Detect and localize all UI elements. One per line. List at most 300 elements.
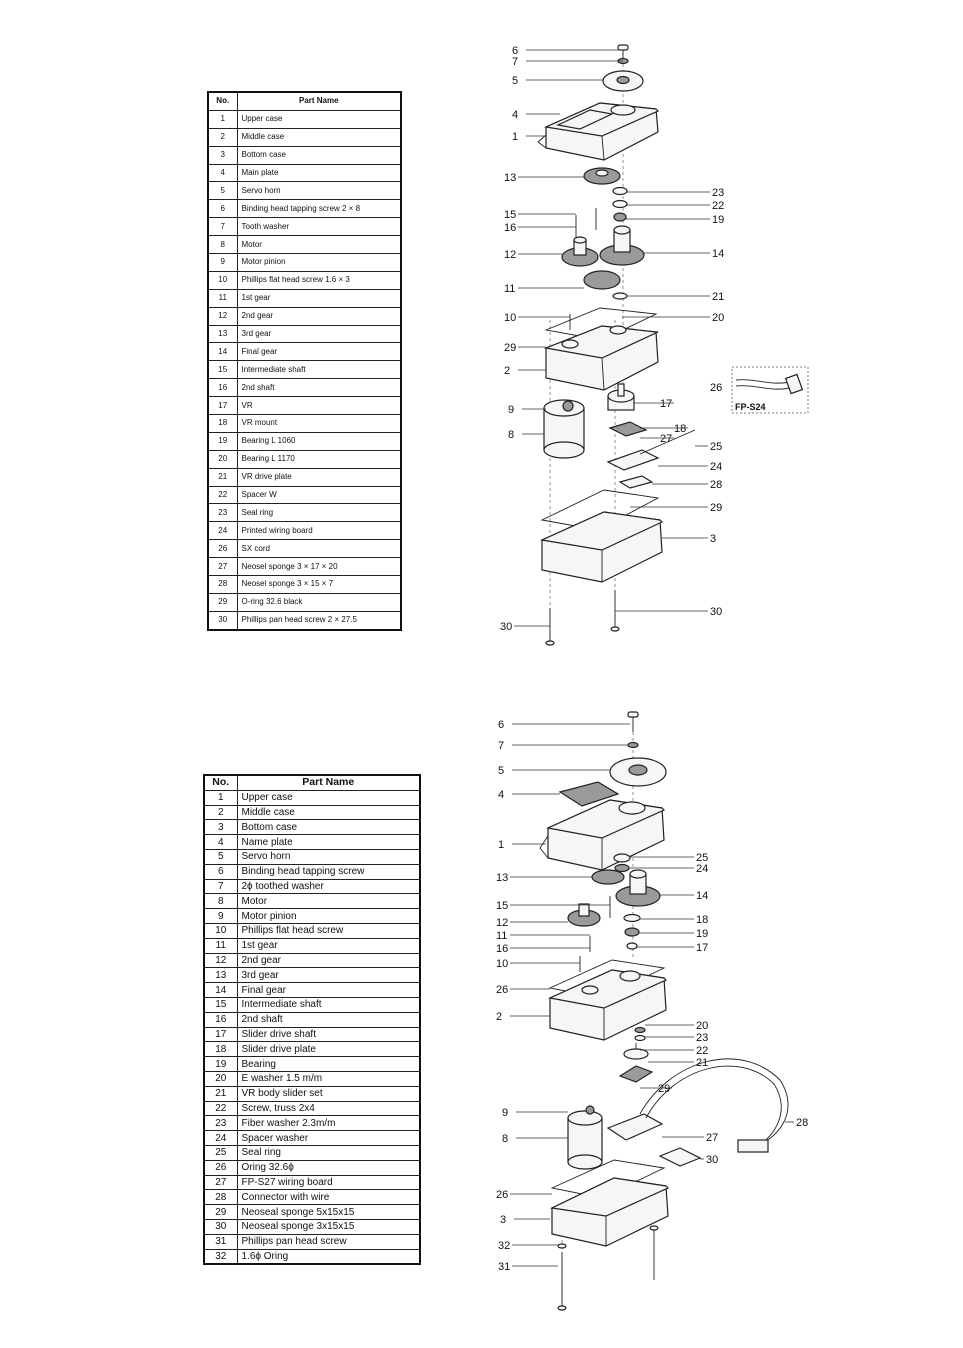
screw-part <box>628 712 638 748</box>
part-name: Servo horn <box>237 182 401 200</box>
part-number: 6 <box>208 200 237 218</box>
callout-number: 14 <box>696 890 709 902</box>
middle-case-part <box>550 960 666 1040</box>
table-row <box>204 864 420 879</box>
table-row <box>204 1131 420 1146</box>
callout-number: 12 <box>496 917 509 929</box>
part-number: 22 <box>204 1101 237 1116</box>
table-row <box>208 307 401 325</box>
part-number: 16 <box>204 1012 237 1027</box>
table-body <box>204 790 420 1264</box>
wiring-board-part <box>608 1114 662 1140</box>
part-name: Bearing L 1060 <box>237 432 401 450</box>
part-number: 13 <box>204 968 237 983</box>
bottom-case-part <box>542 512 662 582</box>
slider-drive-plate-part <box>624 915 640 922</box>
servo-horn-part <box>603 71 643 91</box>
callout-number: 7 <box>512 56 519 68</box>
callout-number: 6 <box>512 45 519 57</box>
table-row <box>208 558 401 576</box>
callout-number: 10 <box>504 312 517 324</box>
part-number: 30 <box>204 1219 237 1234</box>
table-row <box>208 611 401 629</box>
table-row <box>208 200 401 218</box>
table-row <box>208 128 401 146</box>
part-number: 12 <box>208 307 237 325</box>
part-name: Main plate <box>237 164 401 182</box>
callout-number: 16 <box>504 222 517 234</box>
table-row <box>204 1219 420 1234</box>
screw-part <box>546 608 554 645</box>
seal-ring-part <box>613 188 627 195</box>
header-no: No. <box>208 92 237 110</box>
spacer-part <box>613 201 627 208</box>
part-name: Phillips flat head screw 1.6 × 3 <box>237 271 401 289</box>
callout-number: 19 <box>696 928 709 940</box>
table-row <box>204 1234 420 1249</box>
table-row <box>204 953 420 968</box>
table-row <box>208 325 401 343</box>
table-row <box>204 790 420 805</box>
callout-number: 28 <box>796 1117 809 1129</box>
callout-number: 1 <box>512 131 519 143</box>
callout-number: 1 <box>498 839 505 851</box>
part-number: 14 <box>204 983 237 998</box>
part-name: Upper case <box>237 110 401 128</box>
table-row <box>208 164 401 182</box>
part-number: 2 <box>208 128 237 146</box>
part-number: 14 <box>208 343 237 361</box>
part-name: E washer 1.5 m/m <box>237 1071 420 1086</box>
callout-number: 17 <box>696 942 709 954</box>
part-number: 2 <box>204 805 237 820</box>
table-row <box>204 1190 420 1205</box>
callout-number: 25 <box>710 441 723 453</box>
table-row <box>204 1086 420 1101</box>
part-number: 26 <box>204 1160 237 1175</box>
callout-number: 15 <box>504 209 517 221</box>
part-name: 3rd gear <box>237 325 401 343</box>
table-row <box>204 997 420 1012</box>
part-number: 19 <box>208 432 237 450</box>
table-row <box>208 343 401 361</box>
callout-number: 11 <box>504 283 516 295</box>
part-name: VR mount <box>237 415 401 433</box>
gear-part <box>562 237 598 266</box>
servo-horn-part <box>610 758 666 786</box>
part-number: 8 <box>204 894 237 909</box>
part-number: 9 <box>204 909 237 924</box>
table-row <box>208 146 401 164</box>
part-number: 1 <box>204 790 237 805</box>
callout-number: 13 <box>504 172 517 184</box>
part-name: Final gear <box>237 983 420 998</box>
callout-number: 18 <box>674 423 687 435</box>
part-name: Middle case <box>237 805 420 820</box>
table-row <box>204 849 420 864</box>
part-name: Seal ring <box>237 1145 420 1160</box>
callout-number: 24 <box>710 461 723 473</box>
callout-number: 23 <box>712 187 725 199</box>
callout-number: 30 <box>710 606 723 618</box>
table-row <box>208 486 401 504</box>
table-row <box>204 820 420 835</box>
bearing-part <box>614 213 626 221</box>
part-number: 3 <box>208 146 237 164</box>
table-row <box>208 504 401 522</box>
callout-number: 27 <box>660 433 673 445</box>
part-name: Binding head tapping screw <box>237 864 420 879</box>
part-name: Fiber washer 2.3m/m <box>237 1116 420 1131</box>
part-number: 24 <box>208 522 237 540</box>
part-number: 23 <box>204 1116 237 1131</box>
part-name: Phillips pan head screw <box>237 1234 420 1249</box>
exploded-view-diagram-1 <box>490 30 830 660</box>
part-number: 4 <box>208 164 237 182</box>
part-name: Final gear <box>237 343 401 361</box>
part-name: Connector with wire <box>237 1190 420 1205</box>
part-number: 29 <box>204 1205 237 1220</box>
parts-table-1 <box>207 91 402 631</box>
part-number: 9 <box>208 254 237 272</box>
callout-number: 4 <box>512 109 519 121</box>
part-name: 1st gear <box>237 938 420 953</box>
sponge-part <box>620 476 652 488</box>
part-number: 28 <box>208 576 237 594</box>
gear-part <box>584 168 620 184</box>
callout-number: 5 <box>512 75 519 87</box>
part-name: Motor pinion <box>237 909 420 924</box>
motor-part <box>568 1106 602 1169</box>
header-part-name: Part Name <box>237 775 420 790</box>
part-name: Bottom case <box>237 820 420 835</box>
part-number: 21 <box>208 468 237 486</box>
callout-number: 21 <box>712 291 725 303</box>
table-row <box>204 894 420 909</box>
part-number: 1 <box>208 110 237 128</box>
callout-number: 29 <box>658 1083 671 1095</box>
part-name: 2nd gear <box>237 953 420 968</box>
table-row <box>204 805 420 820</box>
e-washer-part <box>635 1028 645 1033</box>
part-name: Servo horn <box>237 849 420 864</box>
part-number: 26 <box>208 540 237 558</box>
callout-number: 14 <box>712 248 725 260</box>
part-name: Printed wiring board <box>237 522 401 540</box>
part-name: 2nd shaft <box>237 379 401 397</box>
vr-drive-plate-part <box>613 293 627 299</box>
table-row <box>208 110 401 128</box>
part-number: 12 <box>204 953 237 968</box>
part-name: FP-S27 wiring board <box>237 1175 420 1190</box>
table-row <box>204 968 420 983</box>
part-name: 2nd shaft <box>237 1012 420 1027</box>
sponge-part <box>660 1148 700 1166</box>
part-number: 10 <box>204 923 237 938</box>
part-name: Intermediate shaft <box>237 997 420 1012</box>
table-header-row <box>204 775 420 790</box>
callout-number: 25 <box>696 852 709 864</box>
part-number: 3 <box>204 820 237 835</box>
table-row <box>204 938 420 953</box>
fiber-washer-part <box>635 1036 645 1041</box>
callout-number: 27 <box>706 1132 719 1144</box>
callout-number: 26 <box>710 382 723 394</box>
part-name: Bearing <box>237 1057 420 1072</box>
table-row <box>208 254 401 272</box>
part-number: 28 <box>204 1190 237 1205</box>
part-number: 18 <box>204 1042 237 1057</box>
part-name: 1.6ϕ Oring <box>237 1249 420 1264</box>
part-name: Middle case <box>237 128 401 146</box>
oring-part <box>558 1244 566 1248</box>
table-row <box>208 540 401 558</box>
callout-number: 22 <box>712 200 725 212</box>
table-row <box>208 450 401 468</box>
callout-number: 31 <box>498 1261 511 1273</box>
part-number: 15 <box>204 997 237 1012</box>
callout-number: 15 <box>496 900 509 912</box>
part-name: Bearing L 1170 <box>237 450 401 468</box>
part-name: Neoseal sponge 5x15x15 <box>237 1205 420 1220</box>
part-name: Bottom case <box>237 146 401 164</box>
table-row <box>204 1116 420 1131</box>
table-row <box>204 835 420 850</box>
callout-number: 2 <box>496 1011 503 1023</box>
table-row <box>208 522 401 540</box>
callout-number: 10 <box>496 958 509 970</box>
callout-number: 26 <box>496 1189 509 1201</box>
part-number: 23 <box>208 504 237 522</box>
callout-number: 8 <box>508 429 515 441</box>
part-name: Tooth washer <box>237 218 401 236</box>
table-row <box>208 379 401 397</box>
part-name: Phillips flat head screw <box>237 923 420 938</box>
spacer-washer-part <box>615 865 629 872</box>
part-name: Slider drive shaft <box>237 1027 420 1042</box>
part-name: Motor pinion <box>237 254 401 272</box>
bearing-part <box>625 928 639 936</box>
callout-number: 23 <box>696 1032 709 1044</box>
table-row <box>204 1042 420 1057</box>
callout-number: 32 <box>498 1240 511 1252</box>
callout-number: 16 <box>496 943 509 955</box>
part-name: Oring 32.6ϕ <box>237 1160 420 1175</box>
gear-part <box>592 870 624 884</box>
bottom-case-part <box>552 1178 668 1246</box>
part-name: VR drive plate <box>237 468 401 486</box>
parts-table-2 <box>203 774 421 1265</box>
table-row <box>204 1249 420 1264</box>
part-name: Screw, truss 2x4 <box>237 1101 420 1116</box>
part-number: 25 <box>204 1145 237 1160</box>
callout-number: 6 <box>498 719 505 731</box>
part-number: 6 <box>204 864 237 879</box>
part-name: Spacer W <box>237 486 401 504</box>
callout-number: 17 <box>660 398 673 410</box>
motor-part <box>544 400 584 458</box>
part-name: Spacer washer <box>237 1131 420 1146</box>
part-name: Neoseal sponge 3x15x15 <box>237 1219 420 1234</box>
callout-number: 8 <box>502 1133 509 1145</box>
callout-number: 26 <box>496 984 509 996</box>
part-number: 5 <box>204 849 237 864</box>
middle-case-part <box>546 308 658 390</box>
callout-number: 28 <box>710 479 723 491</box>
table-row <box>208 289 401 307</box>
upper-case-part <box>538 103 658 160</box>
final-gear-part <box>600 226 644 265</box>
callout-number: 20 <box>696 1020 709 1032</box>
part-name: SX cord <box>237 540 401 558</box>
part-name: Motor <box>237 894 420 909</box>
callout-number: 24 <box>696 863 709 875</box>
part-name: Neosel sponge 3 × 17 × 20 <box>237 558 401 576</box>
sponge-part <box>610 422 646 436</box>
table-row <box>204 1012 420 1027</box>
callout-number: 30 <box>706 1154 719 1166</box>
part-number: 7 <box>208 218 237 236</box>
table-body <box>208 110 401 629</box>
table-row <box>208 218 401 236</box>
sponge-part <box>620 1066 652 1082</box>
part-name: Upper case <box>237 790 420 805</box>
callout-number: 18 <box>696 914 709 926</box>
callout-number: 12 <box>504 249 517 261</box>
slider-drive-shaft-part <box>627 943 637 949</box>
part-name: Slider drive plate <box>237 1042 420 1057</box>
part-number: 29 <box>208 593 237 611</box>
part-number: 32 <box>204 1249 237 1264</box>
table-row <box>204 1175 420 1190</box>
callout-number: 5 <box>498 765 505 777</box>
part-number: 11 <box>204 938 237 953</box>
callout-number: 13 <box>496 872 509 884</box>
table-row <box>204 923 420 938</box>
callout-number: 19 <box>712 214 725 226</box>
part-name: 2ϕ toothed washer <box>237 879 420 894</box>
part-number: 7 <box>204 879 237 894</box>
part-number: 20 <box>204 1071 237 1086</box>
part-name: Phillips pan head screw 2 × 27.5 <box>237 611 401 629</box>
callout-number: 9 <box>508 404 515 416</box>
part-number: 11 <box>208 289 237 307</box>
table-row <box>208 236 401 254</box>
part-number: 17 <box>204 1027 237 1042</box>
part-name: VR <box>237 397 401 415</box>
callout-number: 7 <box>498 740 505 752</box>
callout-number: 11 <box>496 930 508 942</box>
table-row <box>208 593 401 611</box>
part-number: 30 <box>208 611 237 629</box>
part-name: 3rd gear <box>237 968 420 983</box>
part-name: O-ring 32.6 black <box>237 593 401 611</box>
table-row <box>204 1057 420 1072</box>
callout-number: 9 <box>502 1107 509 1119</box>
gear-part <box>584 271 620 289</box>
table-row <box>208 271 401 289</box>
table-row <box>208 415 401 433</box>
part-name: Motor <box>237 236 401 254</box>
part-number: 19 <box>204 1057 237 1072</box>
screw-part <box>650 1226 658 1280</box>
callout-number: 4 <box>498 789 505 801</box>
part-name: Neosel sponge 3 × 15 × 7 <box>237 576 401 594</box>
part-name: 2nd gear <box>237 307 401 325</box>
connector-label: FP-S24 <box>735 402 766 412</box>
part-name: 1st gear <box>237 289 401 307</box>
table-row <box>208 576 401 594</box>
gear-part <box>568 904 600 926</box>
table-row <box>204 909 420 924</box>
table-row <box>204 1071 420 1086</box>
part-number: 21 <box>204 1086 237 1101</box>
part-number: 16 <box>208 379 237 397</box>
part-number: 24 <box>204 1131 237 1146</box>
table-header-row <box>208 92 401 110</box>
part-number: 18 <box>208 415 237 433</box>
table-row <box>204 983 420 998</box>
screw-part <box>611 590 619 631</box>
part-number: 22 <box>208 486 237 504</box>
callout-number: 2 <box>504 365 511 377</box>
callout-number: 30 <box>500 621 513 633</box>
header-part-name: Part Name <box>237 92 401 110</box>
seal-ring-part <box>614 854 630 862</box>
header-no: No. <box>204 775 237 790</box>
callout-number: 29 <box>504 342 517 354</box>
table-row <box>204 1101 420 1116</box>
part-number: 13 <box>208 325 237 343</box>
callout-number: 21 <box>696 1057 709 1069</box>
part-name: Seal ring <box>237 504 401 522</box>
part-number: 10 <box>208 271 237 289</box>
table-row <box>208 397 401 415</box>
part-number: 17 <box>208 397 237 415</box>
table-row <box>204 1027 420 1042</box>
part-name: Binding head tapping screw 2 × 8 <box>237 200 401 218</box>
callout-number: 3 <box>710 533 717 545</box>
callout-number: 3 <box>500 1214 507 1226</box>
part-number: 31 <box>204 1234 237 1249</box>
part-number: 5 <box>208 182 237 200</box>
callout-number: 22 <box>696 1045 709 1057</box>
part-number: 27 <box>204 1175 237 1190</box>
part-number: 27 <box>208 558 237 576</box>
wiring-board-part <box>608 430 695 470</box>
callout-number: 20 <box>712 312 725 324</box>
table-row <box>204 1160 420 1175</box>
table-row <box>204 879 420 894</box>
sx-cord-part <box>732 367 808 413</box>
part-number: 8 <box>208 236 237 254</box>
part-name: Intermediate shaft <box>237 361 401 379</box>
table-row <box>208 468 401 486</box>
part-number: 20 <box>208 450 237 468</box>
callout-number: 29 <box>710 502 723 514</box>
table-row <box>208 432 401 450</box>
table-row <box>208 361 401 379</box>
table-row <box>208 182 401 200</box>
exploded-view-diagram-2 <box>490 700 830 1330</box>
part-name: Name plate <box>237 835 420 850</box>
upper-case-part <box>540 800 664 870</box>
vr-part <box>608 384 634 410</box>
table-row <box>204 1145 420 1160</box>
part-number: 15 <box>208 361 237 379</box>
screw-part <box>558 1252 566 1310</box>
table-row <box>204 1205 420 1220</box>
